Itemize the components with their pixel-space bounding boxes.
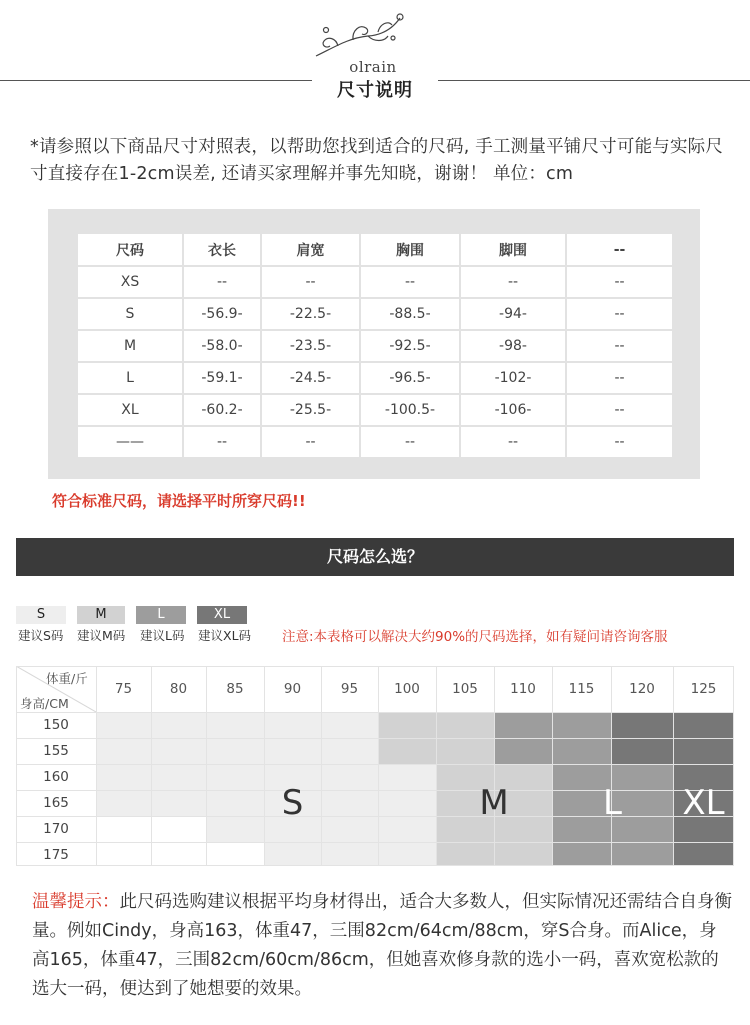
grid-cell: [151, 842, 206, 866]
height-header: 155: [43, 743, 69, 759]
table-header: 胸围: [361, 234, 461, 267]
grid-cell: [494, 712, 552, 738]
grid-cell: [264, 738, 321, 764]
table-row: [78, 331, 672, 363]
table-cell: --: [567, 331, 672, 363]
legend-swatch-l: L: [136, 606, 186, 624]
grid-cell: [96, 842, 151, 866]
legend-swatch-m: M: [77, 606, 125, 624]
legend-caption: 建议S码: [18, 628, 64, 643]
grid-cell: [206, 842, 264, 866]
height-header: 170: [43, 821, 69, 837]
grid-cell: [321, 842, 378, 866]
size-table: [78, 234, 672, 457]
grid-cell: [96, 790, 151, 816]
table-row: [78, 395, 672, 427]
section-bar: 尺码怎么选？: [16, 538, 734, 576]
table-header-row: [78, 234, 672, 267]
table-cell: -59.1-: [184, 363, 262, 395]
table-row: [78, 363, 672, 395]
table-cell: -88.5-: [361, 299, 461, 331]
grid-cell: [436, 842, 494, 866]
note-text: 注意:本表格可以解决大约90%的尺码选择，如有疑问请咨询客服: [282, 629, 668, 645]
legend-swatch-s: S: [16, 606, 66, 624]
grid-cell: [321, 816, 378, 842]
grid-cell: [378, 842, 436, 866]
corner-weight-label: 体重/斤: [46, 671, 88, 686]
grid-cell: [206, 816, 264, 842]
tips-text: [32, 888, 732, 1004]
table-cell: M: [78, 331, 184, 363]
header-rule-right: [438, 80, 750, 81]
grid-line: [16, 666, 734, 667]
grid-cell: [206, 764, 264, 790]
grid-line: [16, 738, 734, 739]
size-zone-label-s: S: [281, 783, 304, 823]
table-row: [78, 299, 672, 331]
grid-line: [16, 764, 734, 765]
weight-header: 80: [169, 681, 188, 697]
table-cell: --: [184, 427, 262, 457]
corner-height-label: 身高/CM: [20, 696, 69, 711]
weight-header: 85: [226, 681, 244, 697]
intro-text: *请参照以下商品尺寸对照表，以帮助您找到适合的尺码, 手工测量平铺尺寸可能与实际尺寸直接存在1-2cm误差, 还请买家理解并事先知晓，谢谢！ 单位：cm: [30, 137, 724, 184]
table-cell: -96.5-: [361, 363, 461, 395]
grid-cell: [151, 816, 206, 842]
table-header: 尺码: [78, 234, 184, 267]
size-zone-label-xl: XL: [682, 783, 725, 823]
page-title: 尺寸说明: [337, 80, 413, 101]
table-cell: -25.5-: [262, 395, 361, 427]
table-cell: L: [78, 363, 184, 395]
size-recommendation-grid: [16, 666, 734, 866]
grid-cell: [321, 712, 378, 738]
table-cell: -98-: [461, 331, 567, 363]
grid-cell: [151, 712, 206, 738]
table-cell: --: [361, 427, 461, 457]
grid-cell: [378, 712, 436, 738]
grid-cell: [321, 764, 378, 790]
size-table-panel: [48, 209, 700, 479]
size-zone-label-l: L: [603, 783, 622, 823]
grid-cell: [206, 712, 264, 738]
height-header: 175: [43, 847, 69, 863]
tips-prefix: 温馨提示：: [32, 892, 120, 912]
table-cell: --: [567, 395, 672, 427]
table-header: 衣长: [184, 234, 262, 267]
grid-line: [16, 712, 734, 713]
tips-body: 此尺码选购建议根据平均身材得出，适合大多数人，但实际情况还需结合自身衡量。例如Cindy，身高163，体重47，三围82cm/64cm/88cm，穿S合身。而Alice，身高165，体重47，三围82cm/60cm/86cm，但她喜欢修身款的选小一码，喜欢宽松款的选大一码，便达到了她想要的效果。: [32, 892, 732, 999]
table-header: 脚围: [461, 234, 567, 267]
size-warning: 符合标准尺码，请选择平时所穿尺码!!: [52, 492, 306, 510]
height-header: 150: [43, 717, 69, 733]
grid-cell: [436, 738, 494, 764]
grid-cell: [206, 738, 264, 764]
table-cell: -56.9-: [184, 299, 262, 331]
grid-cell: [321, 790, 378, 816]
table-cell: --: [567, 299, 672, 331]
table-cell: ——: [78, 427, 184, 457]
grid-cell: [552, 712, 611, 738]
grid-cell: [206, 790, 264, 816]
table-cell: --: [361, 267, 461, 299]
grid-cell: [96, 764, 151, 790]
legend-swatch-xl: XL: [197, 606, 247, 624]
table-cell: --: [184, 267, 262, 299]
grid-cell: [436, 712, 494, 738]
weight-header: 75: [114, 681, 133, 697]
weight-header: 100: [394, 681, 420, 697]
table-cell: -60.2-: [184, 395, 262, 427]
legend-caption: 建议M码: [77, 628, 126, 643]
grid-cell: [552, 738, 611, 764]
table-row: [78, 427, 672, 457]
table-cell: -58.0-: [184, 331, 262, 363]
floral-ornament-icon: [308, 8, 413, 60]
height-header: 165: [43, 795, 69, 811]
weight-header: 120: [629, 681, 655, 697]
grid-cell: [96, 712, 151, 738]
table-header: --: [567, 234, 672, 267]
table-cell: -102-: [461, 363, 567, 395]
table-cell: --: [262, 427, 361, 457]
grid-cell: [378, 764, 436, 790]
table-cell: -100.5-: [361, 395, 461, 427]
table-cell: --: [567, 363, 672, 395]
table-cell: --: [461, 427, 567, 457]
grid-cell: [611, 738, 673, 764]
table-cell: -22.5-: [262, 299, 361, 331]
grid-cell: [96, 738, 151, 764]
grid-cell: [321, 738, 378, 764]
grid-cell: [96, 816, 151, 842]
weight-header: 95: [340, 681, 359, 697]
grid-cell: [494, 842, 552, 866]
table-cell: --: [262, 267, 361, 299]
legend-caption: 建议XL码: [198, 628, 252, 643]
table-cell: --: [461, 267, 567, 299]
table-cell: XL: [78, 395, 184, 427]
legend-caption: 建议L码: [140, 628, 185, 643]
weight-header: 125: [690, 681, 717, 697]
weight-header: 110: [510, 681, 536, 697]
table-cell: -23.5-: [262, 331, 361, 363]
weight-header: 90: [283, 681, 302, 697]
grid-cell: [151, 738, 206, 764]
grid-cell: [611, 842, 673, 866]
grid-cell: [552, 842, 611, 866]
grid-cell: [378, 790, 436, 816]
table-cell: -94-: [461, 299, 567, 331]
grid-line: [16, 865, 734, 866]
header-rule-left: [0, 80, 312, 81]
grid-cell: [378, 816, 436, 842]
grid-cell: [151, 790, 206, 816]
table-cell: S: [78, 299, 184, 331]
grid-cell: [264, 842, 321, 866]
grid-cell: [151, 764, 206, 790]
table-cell: --: [567, 267, 672, 299]
height-header: 160: [43, 769, 69, 785]
table-cell: -92.5-: [361, 331, 461, 363]
table-row: [78, 267, 672, 299]
brand-logo: olrain: [349, 58, 397, 76]
grid-cell: [494, 738, 552, 764]
table-cell: -106-: [461, 395, 567, 427]
grid-line: [16, 842, 734, 843]
table-header: 肩宽: [262, 234, 361, 267]
grid-cell: [673, 712, 734, 738]
grid-cell: [673, 738, 734, 764]
weight-header: 105: [452, 681, 478, 697]
grid-cell: [611, 712, 673, 738]
grid-cell: [378, 738, 436, 764]
grid-cell: [264, 712, 321, 738]
table-cell: XS: [78, 267, 184, 299]
size-zone-label-m: M: [479, 783, 509, 823]
grid-cell: [673, 842, 734, 866]
table-cell: --: [614, 434, 625, 450]
weight-header: 115: [568, 681, 595, 697]
table-cell: -24.5-: [262, 363, 361, 395]
